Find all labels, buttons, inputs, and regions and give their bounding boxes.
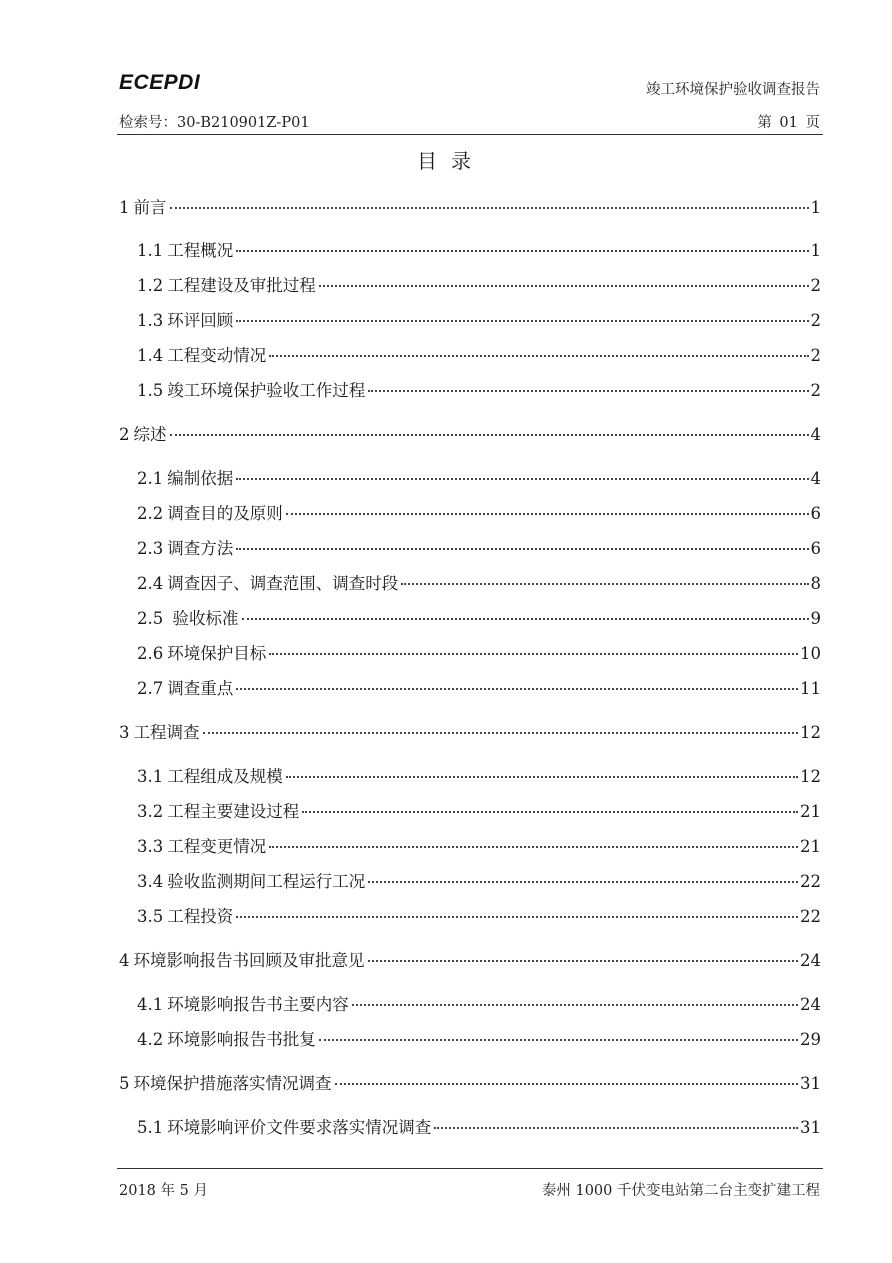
toc-dot-leader: [269, 846, 798, 848]
toc-entry-page: 6: [810, 504, 821, 523]
toc-entry[interactable]: [119, 1073, 821, 1095]
toc-entry[interactable]: [119, 197, 821, 219]
toc-dot-leader: [236, 916, 798, 918]
toc-entry-page: 1: [810, 241, 821, 260]
toc-entry-title: 环境保护措施落实情况调查: [133, 1074, 332, 1093]
toc-heading: 目录: [417, 149, 485, 173]
toc-entry-page: 2: [810, 346, 821, 365]
toc-entry[interactable]: [137, 503, 821, 525]
toc-entry-number: 1: [119, 198, 130, 217]
footer-rule: [117, 1168, 823, 1169]
toc-entry-title: 环境影响报告书批复: [167, 1030, 316, 1049]
toc-entry[interactable]: [137, 380, 821, 402]
toc-entry[interactable]: [137, 573, 821, 595]
toc-entry[interactable]: [137, 345, 821, 367]
toc-entry-page: 22: [800, 872, 821, 891]
toc-dot-leader: [269, 355, 808, 357]
toc-entry-number: 3.2: [137, 802, 164, 821]
toc-entry-number: 3.1: [137, 767, 164, 786]
toc-dot-leader: [368, 390, 808, 392]
toc-entry[interactable]: [119, 950, 821, 972]
toc-entry-title: 工程主要建设过程: [167, 802, 300, 821]
toc-entry-number: 2.6: [137, 644, 164, 663]
toc-entry-title: 调查方法: [167, 539, 234, 558]
toc-entry-title: 综述: [133, 425, 167, 444]
toc-entry[interactable]: [137, 766, 821, 788]
toc-entry[interactable]: [137, 801, 821, 823]
toc-entry[interactable]: [137, 643, 821, 665]
toc-dot-leader: [319, 285, 809, 287]
page-number: 第 01 页: [757, 115, 820, 131]
toc-entry-number: 2: [119, 425, 130, 444]
toc-dot-leader: [286, 776, 798, 778]
toc-entry[interactable]: [137, 871, 821, 893]
toc-entry-number: 2.4: [137, 574, 164, 593]
toc-entry[interactable]: [137, 1029, 821, 1051]
toc-entry[interactable]: [137, 678, 821, 700]
report-title: 竣工环境保护验收调查报告: [646, 82, 820, 98]
toc-entry[interactable]: [137, 275, 821, 297]
toc-entry-page: 24: [800, 995, 821, 1014]
toc-entry-page: 4: [810, 425, 821, 444]
toc-entry-page: 1: [810, 198, 821, 217]
toc-entry-page: 2: [810, 276, 821, 295]
reference-number: 检索号：30-B210901Z-P01: [119, 115, 310, 131]
toc-entry[interactable]: [137, 608, 821, 630]
toc-entry-title: 工程变动情况: [167, 346, 267, 365]
toc-dot-leader: [269, 653, 798, 655]
toc-entry-page: 12: [800, 767, 821, 786]
toc-entry-number: 3.3: [137, 837, 164, 856]
toc-entry[interactable]: [137, 836, 821, 858]
toc-entry-number: 4: [119, 951, 130, 970]
toc-entry[interactable]: [137, 1117, 821, 1139]
toc-entry-title: 工程投资: [167, 907, 234, 926]
toc-entry-title: 环境影响报告书回顾及审批意见: [133, 951, 365, 970]
toc-entry-title: 验收标准: [167, 609, 239, 628]
toc-entry[interactable]: [137, 994, 821, 1016]
toc-entry-page: 29: [800, 1030, 821, 1049]
toc-entry[interactable]: [119, 424, 821, 446]
toc-dot-leader: [242, 618, 809, 620]
toc-entry-number: 2.3: [137, 539, 164, 558]
toc-entry-title: 调查因子、调查范围、调查时段: [167, 574, 399, 593]
toc-entry-title: 环境影响评价文件要求落实情况调查: [167, 1118, 432, 1137]
toc-entry-number: 3.4: [137, 872, 164, 891]
toc-entry-page: 31: [800, 1074, 821, 1093]
toc-entry-page: 2: [810, 311, 821, 330]
toc-entry-number: 3: [119, 723, 130, 742]
toc-entry-number: 1.1: [137, 241, 164, 260]
toc-dot-leader: [368, 960, 799, 962]
toc-entry-number: 2.2: [137, 504, 164, 523]
toc-dot-leader: [170, 434, 809, 436]
toc-entry-page: 10: [800, 644, 821, 663]
toc-entry-number: 2.5: [137, 609, 164, 628]
toc-dot-leader: [319, 1039, 798, 1041]
toc-entry-page: 21: [800, 802, 821, 821]
toc-entry-title: 工程组成及规模: [167, 767, 283, 786]
toc-entry-number: 1.2: [137, 276, 164, 295]
toc-entry-number: 2.1: [137, 469, 164, 488]
toc-entry[interactable]: [137, 906, 821, 928]
toc-entry-number: 3.5: [137, 907, 164, 926]
toc-entry-title: 工程建设及审批过程: [167, 276, 316, 295]
toc-entry[interactable]: [119, 722, 821, 744]
toc-dot-leader: [401, 583, 808, 585]
toc-dot-leader: [335, 1083, 799, 1085]
toc-entry-page: 11: [800, 679, 821, 698]
toc-entry-number: 2.7: [137, 679, 164, 698]
toc-dot-leader: [236, 548, 808, 550]
toc-dot-leader: [236, 320, 808, 322]
toc-entry-number: 1.4: [137, 346, 164, 365]
header-rule: [117, 134, 823, 135]
company-logo: ECEPDI: [119, 71, 201, 94]
toc-entry-title: 环境影响报告书主要内容: [167, 995, 349, 1014]
toc-dot-leader: [434, 1127, 798, 1129]
toc-entry-page: 22: [800, 907, 821, 926]
toc-entry[interactable]: [137, 538, 821, 560]
toc-entry-title: 调查重点: [167, 679, 234, 698]
toc-entry-title: 前言: [133, 198, 167, 217]
toc-entry[interactable]: [137, 468, 821, 490]
toc-entry-title: 环评回顾: [167, 311, 234, 330]
toc-dot-leader: [368, 881, 798, 883]
toc-entry-page: 8: [810, 574, 821, 593]
toc-entry-number: 1.3: [137, 311, 164, 330]
toc-entry-title: 验收监测期间工程运行工况: [167, 872, 366, 891]
toc-dot-leader: [236, 478, 808, 480]
toc-entry-page: 24: [800, 951, 821, 970]
toc-entry[interactable]: [137, 310, 821, 332]
toc-entry-page: 6: [810, 539, 821, 558]
toc-dot-leader: [236, 250, 808, 252]
toc-dot-leader: [170, 207, 809, 209]
toc-entry-number: 5: [119, 1074, 130, 1093]
toc-entry-title: 环境保护目标: [167, 644, 267, 663]
toc-dot-leader: [286, 513, 809, 515]
toc-dot-leader: [302, 811, 798, 813]
toc-entry-page: 9: [810, 609, 821, 628]
toc-entry-number: 4.2: [137, 1030, 164, 1049]
toc-entry-page: 21: [800, 837, 821, 856]
toc-entry-page: 4: [810, 469, 821, 488]
toc-entry-page: 31: [800, 1118, 821, 1137]
toc-entry-title: 工程调查: [133, 723, 200, 742]
toc-entry-title: 竣工环境保护验收工作过程: [167, 381, 366, 400]
toc-entry-number: 1.5: [137, 381, 164, 400]
toc-entry-page: 2: [810, 381, 821, 400]
toc-entry-number: 4.1: [137, 995, 164, 1014]
toc-entry-number: 5.1: [137, 1118, 164, 1137]
toc-dot-leader: [203, 732, 799, 734]
footer-project-name: 泰州 1000 千伏变电站第二台主变扩建工程: [541, 1183, 820, 1199]
toc-entry-title: 工程变更情况: [167, 837, 267, 856]
toc-dot-leader: [352, 1004, 798, 1006]
toc-entry-title: 调查目的及原则: [167, 504, 283, 523]
toc-entry-title: 编制依据: [167, 469, 234, 488]
footer-date: 2018 年 5 月: [119, 1183, 208, 1199]
toc-entry-page: 12: [800, 723, 821, 742]
toc-entry[interactable]: [137, 240, 821, 262]
toc-dot-leader: [236, 688, 798, 690]
toc-entry-title: 工程概况: [167, 241, 234, 260]
